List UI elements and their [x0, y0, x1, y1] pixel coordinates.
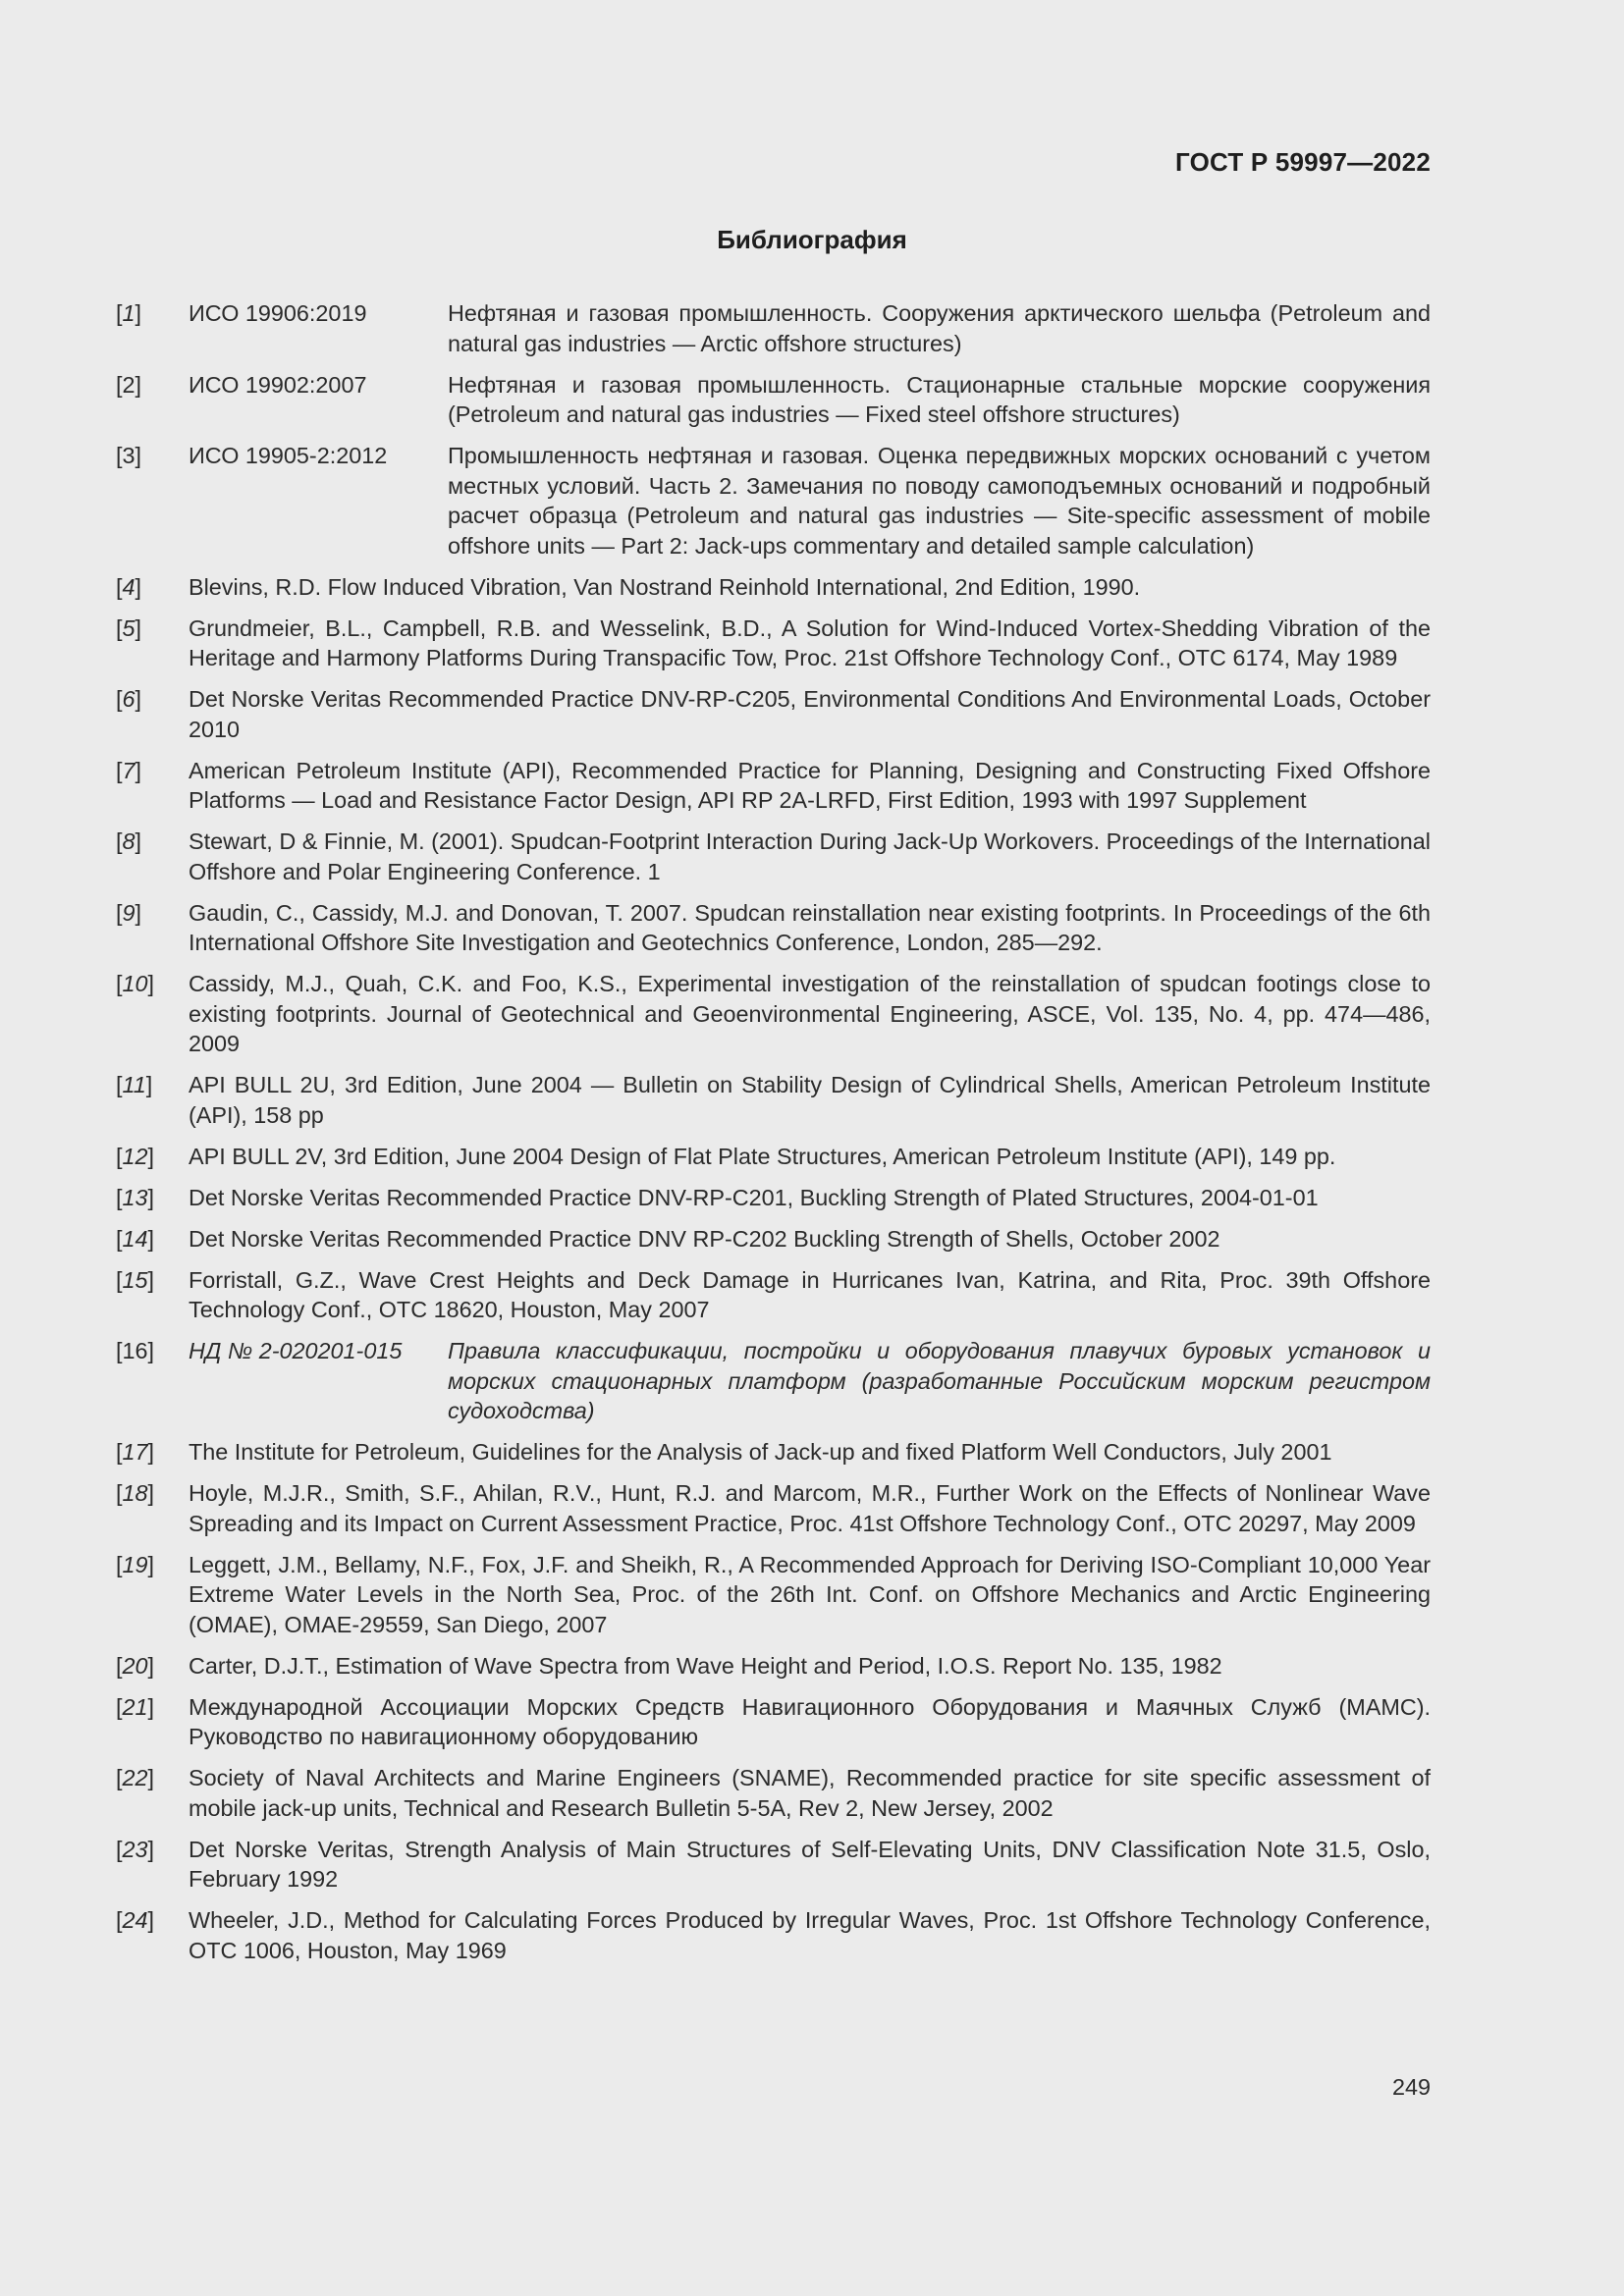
- entry-number: [12]: [116, 1143, 155, 1169]
- entry-standard-code: ИСО 19902:2007: [189, 371, 367, 398]
- bibliography-entry: [116, 298, 1431, 358]
- entry-number: [23]: [116, 1836, 155, 1862]
- entry-text: Промышленность нефтяная и газовая. Оценка передвижных морских оснований с учетом местных условий. Часть 2. Замечания по поводу самоподъемных оснований и подробный расчет образца (Petroleum and natural gas industries — Site-specific assessment of mobile offshore units — Part 2: Jack-ups commentary and detailed sample calculation): [448, 443, 1431, 559]
- entry-number: [7]: [116, 757, 142, 783]
- bibliography-entry: [116, 1183, 1431, 1213]
- entry-text: Forristall, G.Z., Wave Crest Heights and Deck Damage in Hurricanes Ivan, Katrina, and Rita, Proc. 39th Offshore Technology Conf., OTC 18620, Houston, May 2007: [189, 1266, 1431, 1322]
- entry-number: [1]: [116, 300, 142, 326]
- entry-text: Det Norske Veritas Recommended Practice DNV-RP-C205, Environmental Conditions And Environmental Loads, October 2010: [189, 686, 1431, 742]
- bibliography-entry: [116, 1763, 1431, 1823]
- bibliography-entry: [116, 572, 1431, 603]
- entry-text: Нефтяная и газовая промышленность. Сооружения арктического шельфа (Petroleum and natural gas industries — Arctic offshore structures): [448, 300, 1431, 356]
- bibliography-entry: [116, 684, 1431, 744]
- bibliography-entry: [116, 1336, 1431, 1426]
- entry-text: Grundmeier, B.L., Campbell, R.B. and Wesselink, B.D., A Solution for Wind-Induced Vortex-Shedding Vibration of the Heritage and Harmony Platforms During Transpacific Tow, Proc. 21st Offshore Technology Conf., OTC 6174, May 1989: [189, 614, 1431, 670]
- page-number: 249: [1391, 2074, 1431, 2100]
- entry-text: Нефтяная и газовая промышленность. Стационарные стальные морские сооружения (Petroleum and natural gas industries — Fixed steel offshore structures): [448, 371, 1431, 427]
- entry-standard-code: ИСО 19906:2019: [189, 300, 367, 326]
- bibliography-entry: [116, 756, 1431, 816]
- bibliography-entry: [116, 441, 1431, 561]
- entry-text: Hoyle, M.J.R., Smith, S.F., Ahilan, R.V., Hunt, R.J. and Marcom, M.R., Further Work on the Effects of Nonlinear Wave Spreading and its Impact on Current Assessment Practice, Proc. 41st Offshore Technology Conf., OTC 20297, May 2009: [189, 1480, 1431, 1536]
- bibliography-entry: [116, 1437, 1431, 1468]
- entry-text: Carter, D.J.T., Estimation of Wave Spectra from Wave Height and Period, I.O.S. Report No. 135, 1982: [189, 1652, 1222, 1679]
- document-code: ГОСТ Р 59997—2022: [1175, 147, 1431, 177]
- entry-number: [16]: [116, 1338, 155, 1363]
- bibliography-entry: [116, 614, 1431, 673]
- entry-number: [22]: [116, 1765, 155, 1790]
- bibliography-entry: [116, 1905, 1431, 1965]
- entry-number: [21]: [116, 1693, 155, 1720]
- entry-number: [4]: [116, 573, 142, 600]
- entry-text: The Institute for Petroleum, Guidelines for the Analysis of Jack-up and fixed Platform Well Conductors, July 2001: [189, 1439, 1332, 1465]
- entry-text: Det Norske Veritas, Strength Analysis of Main Structures of Self-Elevating Units, DNV Classification Note 31.5, Oslo, February 1992: [189, 1836, 1431, 1892]
- bibliography-entry: [116, 969, 1431, 1059]
- entry-number: [17]: [116, 1439, 155, 1465]
- entry-number: [6]: [116, 686, 142, 712]
- bibliography-entry: [116, 1692, 1431, 1752]
- entry-number: [11]: [116, 1072, 153, 1097]
- bibliography-entry: [116, 1265, 1431, 1325]
- entry-number: [3]: [116, 443, 142, 468]
- entry-text: Det Norske Veritas Recommended Practice DNV RP-C202 Buckling Strength of Shells, October 2002: [189, 1225, 1220, 1252]
- bibliography-entry: [116, 1142, 1431, 1172]
- bibliography-entry: [116, 370, 1431, 430]
- entry-text: Cassidy, M.J., Quah, C.K. and Foo, K.S., Experimental investigation of the reinstallation of spudcan footings close to existing footprints. Journal of Geotechnical and Geoenvironmental Engineering, ASCE, Vol. 135, No. 4, pp. 474—486, 2009: [189, 971, 1431, 1056]
- entry-text: Blevins, R.D. Flow Induced Vibration, Van Nostrand Reinhold International, 2nd Edition, 1990.: [189, 573, 1141, 600]
- entry-number: [19]: [116, 1551, 155, 1577]
- bibliography-entry: [116, 898, 1431, 958]
- entry-text: Stewart, D & Finnie, M. (2001). Spudcan-Footprint Interaction During Jack-Up Workovers. Proceedings of the International Offshore and Polar Engineering Conference. 1: [189, 828, 1431, 884]
- bibliography-entry: [116, 1550, 1431, 1640]
- entry-text: Международной Ассоциации Морских Средств Навигационного Оборудования и Маячных Служб (МАМС). Руководство по навигационному оборудованию: [189, 1693, 1431, 1749]
- entry-text: Правила классификации, постройки и оборудования плавучих буровых установок и морских стационарных платформ (разработанные Российским морским регистром судоходства): [448, 1338, 1431, 1423]
- entry-text: Leggett, J.M., Bellamy, N.F., Fox, J.F. and Sheikh, R., A Recommended Approach for Deriving ISO-Compliant 10,000 Year Extreme Water Levels in the North Sea, Proc. of the 26th Int. Conf. on Offshore Mechanics and Arctic Engineering (OMAE), OMAE-29559, San Diego, 2007: [189, 1551, 1431, 1637]
- bibliography-entry: [116, 1224, 1431, 1255]
- entry-text: Wheeler, J.D., Method for Calculating Forces Produced by Irregular Waves, Proc. 1st Offshore Technology Conference, OTC 1006, Houston, May 1969: [189, 1907, 1431, 1963]
- entry-text: Det Norske Veritas Recommended Practice DNV-RP-C201, Buckling Strength of Plated Structures, 2004-01-01: [189, 1184, 1319, 1210]
- entry-number: [24]: [116, 1907, 155, 1933]
- entry-number: [5]: [116, 614, 142, 641]
- entry-number: [14]: [116, 1225, 155, 1252]
- bibliography-entry: [116, 1478, 1431, 1538]
- entry-text: American Petroleum Institute (API), Recommended Practice for Planning, Designing and Constructing Fixed Offshore Platforms — Load and Resistance Factor Design, API RP 2A-LRFD, First Edition, 1993 with 1997 Supplement: [189, 757, 1431, 813]
- entry-number: [18]: [116, 1480, 155, 1506]
- entry-text: API BULL 2V, 3rd Edition, June 2004 Design of Flat Plate Structures, American Petroleum Institute (API), 149 pp.: [189, 1143, 1336, 1169]
- entry-number: [8]: [116, 828, 142, 854]
- bibliography-entry: [116, 827, 1431, 886]
- entry-text: API BULL 2U, 3rd Edition, June 2004 — Bulletin on Stability Design of Cylindrical Shells, American Petroleum Institute (API), 158 pp: [189, 1072, 1431, 1128]
- entry-number: [13]: [116, 1184, 155, 1210]
- entry-number: [20]: [116, 1652, 155, 1679]
- bibliography-list: [116, 298, 1431, 1977]
- entry-number: [10]: [116, 971, 155, 996]
- entry-number: [9]: [116, 899, 142, 926]
- bibliography-entry: [116, 1070, 1431, 1130]
- entry-number: [15]: [116, 1266, 155, 1293]
- entry-text: Gaudin, C., Cassidy, M.J. and Donovan, T. 2007. Spudcan reinstallation near existing footprints. In Proceedings of the 6th International Offshore Site Investigation and Geotechnics Conference, London, 285—292.: [189, 899, 1431, 955]
- bibliography-entry: [116, 1835, 1431, 1895]
- page-title: Библиография: [717, 225, 907, 254]
- entry-number: [2]: [116, 371, 142, 398]
- entry-standard-code: ИСО 19905-2:2012: [189, 443, 388, 468]
- bibliography-entry: [116, 1651, 1431, 1682]
- entry-text: Society of Naval Architects and Marine Engineers (SNAME), Recommended practice for site specific assessment of mobile jack-up units, Technical and Research Bulletin 5-5A, Rev 2, New Jersey, 2002: [189, 1765, 1431, 1821]
- entry-standard-code: НД № 2-020201-015: [189, 1338, 403, 1363]
